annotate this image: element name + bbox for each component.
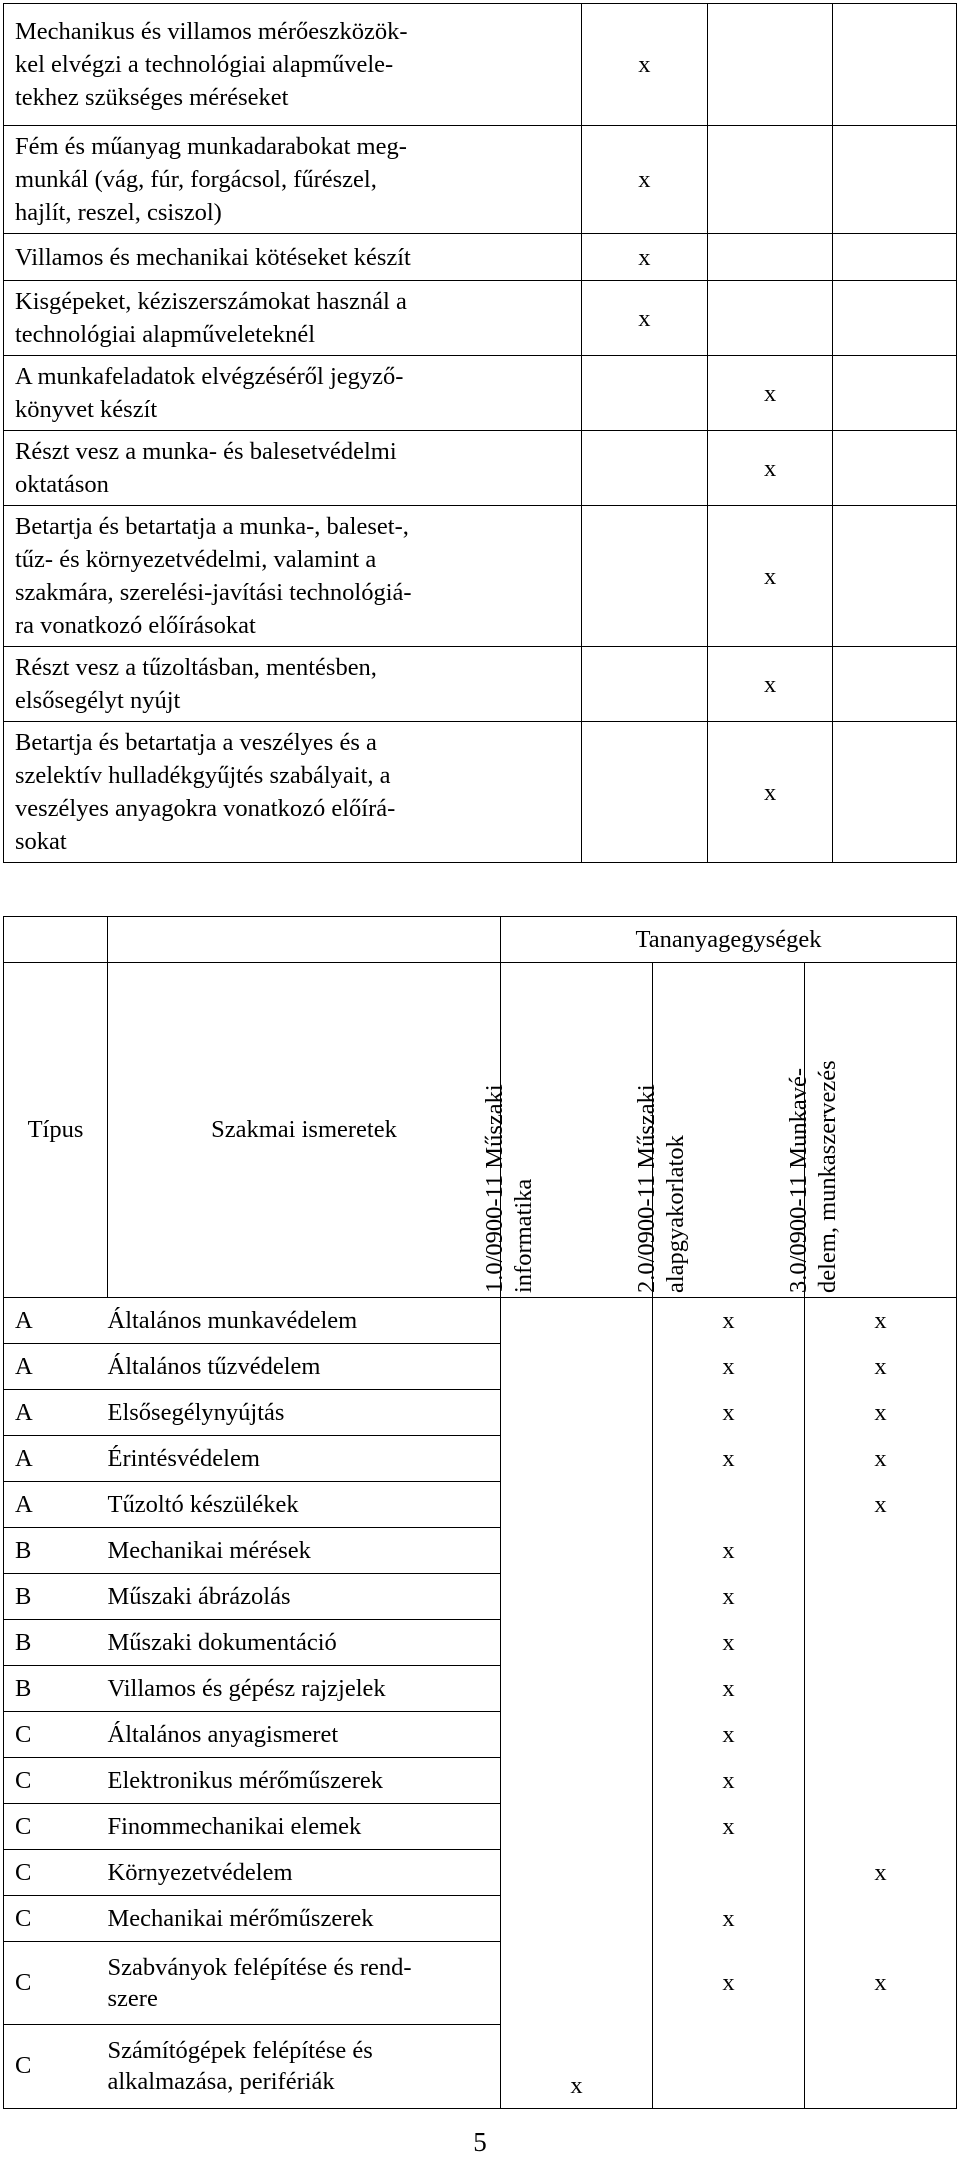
outcome-row: [4, 281, 957, 356]
topic-name: Általános tűzvédelem: [108, 1344, 501, 1390]
topic-row: [4, 1712, 957, 1758]
group-header: Tananyagegységek: [501, 917, 957, 963]
unit-mark-2: x: [653, 1804, 805, 1850]
unit-mark-2: x: [653, 1436, 805, 1482]
unit-mark-2: x: [653, 1344, 805, 1390]
topic-name: Műszaki dokumentáció: [108, 1620, 501, 1666]
unit-mark-1: [501, 1666, 653, 1712]
outcome-mark-2: [707, 281, 833, 356]
header-row-group: [4, 917, 957, 963]
outcome-mark-1: [581, 506, 707, 647]
unit-mark-3: [805, 1620, 957, 1666]
unit-mark-1: [501, 1804, 653, 1850]
topic-row: [4, 1482, 957, 1528]
outcome-mark-3: [833, 281, 957, 356]
topic-name: Elsősegélynyújtás: [108, 1390, 501, 1436]
unit-mark-3: x: [805, 1344, 957, 1390]
topic-row: [4, 1436, 957, 1482]
unit-mark-2: x: [653, 1942, 805, 2025]
unit-mark-3: x: [805, 1850, 957, 1896]
topic-type: B: [4, 1620, 108, 1666]
topic-row: [4, 1344, 957, 1390]
unit-mark-1: [501, 1896, 653, 1942]
topic-name: Mechanikai mérőműszerek: [108, 1896, 501, 1942]
topic-row: [4, 1298, 957, 1344]
topic-type: A: [4, 1298, 108, 1344]
unit-mark-3: [805, 1758, 957, 1804]
outcome-mark-1: x: [581, 281, 707, 356]
unit-label-2: 2.0/0900-11 Műszaki alapgyakorlatok: [633, 1084, 689, 1293]
outcome-row: [4, 647, 957, 722]
unit-mark-2: x: [653, 1758, 805, 1804]
topic-type: A: [4, 1390, 108, 1436]
topic-row: [4, 1896, 957, 1942]
unit-mark-1: [501, 1850, 653, 1896]
outcome-mark-3: [833, 431, 957, 506]
outcome-mark-3: [833, 647, 957, 722]
topic-name: Mechanikai mérések: [108, 1528, 501, 1574]
outcome-mark-2: x: [707, 356, 833, 431]
topic-type: B: [4, 1666, 108, 1712]
unit-header-2: [633, 963, 805, 1298]
topic-name: Villamos és gépész rajzjelek: [108, 1666, 501, 1712]
topic-type: C: [4, 1942, 108, 2025]
topic-row: [4, 1666, 957, 1712]
outcome-description: Fém és műanyag munkadarabokat meg- munkál (vág, fúr, forgácsol, fűrészel, hajlít, reszel, csiszol): [4, 126, 582, 234]
topic-row: [4, 1758, 957, 1804]
outcomes-table: [3, 3, 957, 863]
unit-mark-3: [805, 1528, 957, 1574]
outcome-row: [4, 722, 957, 863]
unit-mark-3: [805, 1666, 957, 1712]
unit-mark-3: x: [805, 1298, 957, 1344]
topic-type: C: [4, 1804, 108, 1850]
outcome-mark-3: [833, 722, 957, 863]
outcome-mark-3: [833, 506, 957, 647]
unit-label-1: 1.0/0900-11 Műszaki informatika: [481, 1084, 537, 1293]
unit-mark-3: [805, 1896, 957, 1942]
outcome-mark-2: [707, 234, 833, 281]
outcome-mark-3: [833, 234, 957, 281]
unit-mark-2: x: [653, 1712, 805, 1758]
unit-mark-1: x: [501, 2025, 653, 2109]
unit-mark-2: x: [653, 1298, 805, 1344]
topic-type: C: [4, 1896, 108, 1942]
outcomes-table-body: [4, 4, 957, 863]
unit-mark-3: x: [805, 1436, 957, 1482]
unit-mark-2: x: [653, 1896, 805, 1942]
topic-name: Elektronikus mérőműszerek: [108, 1758, 501, 1804]
topic-type: C: [4, 1758, 108, 1804]
outcome-row: [4, 356, 957, 431]
unit-mark-1: [501, 1528, 653, 1574]
outcome-mark-2: x: [707, 722, 833, 863]
outcome-description: Kisgépeket, kéziszerszámokat használ a technológiai alapműveleteknél: [4, 281, 582, 356]
outcome-mark-2: x: [707, 431, 833, 506]
outcome-mark-3: [833, 4, 957, 126]
topic-name: Általános anyagismeret: [108, 1712, 501, 1758]
page-number: 5: [473, 2127, 487, 2157]
topic-name: Érintésvédelem: [108, 1436, 501, 1482]
unit-mark-1: [501, 1758, 653, 1804]
topic-type: C: [4, 2025, 108, 2109]
outcome-mark-1: [581, 647, 707, 722]
unit-mark-1: [501, 1482, 653, 1528]
topic-name: Általános munkavédelem: [108, 1298, 501, 1344]
topic-name: Szabványok felépítése és rend- szere: [108, 1942, 501, 2025]
topic-type: B: [4, 1574, 108, 1620]
unit-mark-1: [501, 1942, 653, 2025]
outcome-row: [4, 4, 957, 126]
unit-mark-2: x: [653, 1620, 805, 1666]
topic-type: B: [4, 1528, 108, 1574]
topic-type: A: [4, 1436, 108, 1482]
topic-row: [4, 1942, 957, 2025]
unit-mark-2: [653, 1482, 805, 1528]
outcome-description: Mechanikus és villamos mérőeszközök- kel elvégzi a technológiai alapművele- tekhez szükséges méréseket: [4, 4, 582, 126]
unit-mark-3: [805, 1712, 957, 1758]
outcome-mark-3: [833, 126, 957, 234]
outcome-description: Villamos és mechanikai kötéseket készít: [4, 234, 582, 281]
outcome-mark-3: [833, 356, 957, 431]
unit-mark-1: [501, 1712, 653, 1758]
topic-row: [4, 1850, 957, 1896]
outcome-mark-2: x: [707, 506, 833, 647]
outcome-mark-1: [581, 431, 707, 506]
unit-mark-1: [501, 1574, 653, 1620]
unit-mark-2: x: [653, 1666, 805, 1712]
topic-row: [4, 1528, 957, 1574]
unit-header-1: [481, 963, 653, 1298]
topic-name: Műszaki ábrázolás: [108, 1574, 501, 1620]
unit-mark-2: [653, 2025, 805, 2109]
unit-mark-3: x: [805, 1482, 957, 1528]
topic-name: Tűzoltó készülékek: [108, 1482, 501, 1528]
unit-mark-3: x: [805, 1942, 957, 2025]
outcome-mark-2: x: [707, 647, 833, 722]
outcome-mark-1: [581, 722, 707, 863]
outcome-description: Részt vesz a tűzoltásban, mentésben, elsősegélyt nyújt: [4, 647, 582, 722]
outcome-mark-2: [707, 126, 833, 234]
unit-mark-1: [501, 1620, 653, 1666]
unit-mark-1: [501, 1390, 653, 1436]
topic-name: Finommechanikai elemek: [108, 1804, 501, 1850]
unit-mark-2: x: [653, 1574, 805, 1620]
outcome-description: Betartja és betartatja a munka-, baleset-, tűz- és környezetvédelmi, valamint a szakmára, szerelési-javítási technológiá- ra vonatkozó előírásokat: [4, 506, 582, 647]
unit-mark-3: [805, 2025, 957, 2109]
unit-mark-3: x: [805, 1390, 957, 1436]
outcome-row: [4, 506, 957, 647]
outcome-mark-2: [707, 4, 833, 126]
curriculum-table-body: [4, 917, 957, 2109]
outcome-mark-1: [581, 356, 707, 431]
unit-mark-1: [501, 1298, 653, 1344]
unit-mark-2: x: [653, 1390, 805, 1436]
topic-row: [4, 1390, 957, 1436]
unit-mark-1: [501, 1344, 653, 1390]
topic-name: Környezetvédelem: [108, 1850, 501, 1896]
unit-mark-2: x: [653, 1528, 805, 1574]
outcome-row: [4, 234, 957, 281]
unit-label-3: 3.0/0900-11 Munkavé- delem, munkaszervezés: [785, 1060, 841, 1293]
header-empty-cell: [4, 917, 108, 963]
topic-type: C: [4, 1850, 108, 1896]
topic-header: Szakmai ismeretek: [108, 963, 501, 1298]
curriculum-table: [3, 916, 957, 2109]
unit-mark-3: [805, 1804, 957, 1850]
unit-mark-1: [501, 1436, 653, 1482]
topic-row: [4, 1620, 957, 1666]
outcome-mark-1: x: [581, 126, 707, 234]
header-empty-cell: [108, 917, 501, 963]
outcome-mark-1: x: [581, 234, 707, 281]
topic-row: [4, 1574, 957, 1620]
unit-mark-2: [653, 1850, 805, 1896]
header-row-units: [4, 963, 957, 1298]
outcome-row: [4, 431, 957, 506]
topic-type: C: [4, 1712, 108, 1758]
outcome-description: Részt vesz a munka- és balesetvédelmi oktatáson: [4, 431, 582, 506]
topic-type: A: [4, 1482, 108, 1528]
unit-mark-3: [805, 1574, 957, 1620]
topic-type: A: [4, 1344, 108, 1390]
topic-name: Számítógépek felépítése és alkalmazása, perifériák: [108, 2025, 501, 2109]
topic-row: [4, 1804, 957, 1850]
outcome-row: [4, 126, 957, 234]
type-header: Típus: [4, 963, 108, 1298]
topic-row: [4, 2025, 957, 2109]
unit-header-3: [785, 963, 957, 1298]
outcome-description: A munkafeladatok elvégzéséről jegyző- könyvet készít: [4, 356, 582, 431]
outcome-description: Betartja és betartatja a veszélyes és a szelektív hulladékgyűjtés szabályait, a veszélyes anyagokra vonatkozó előírá- sokat: [4, 722, 582, 863]
outcome-mark-1: x: [581, 4, 707, 126]
